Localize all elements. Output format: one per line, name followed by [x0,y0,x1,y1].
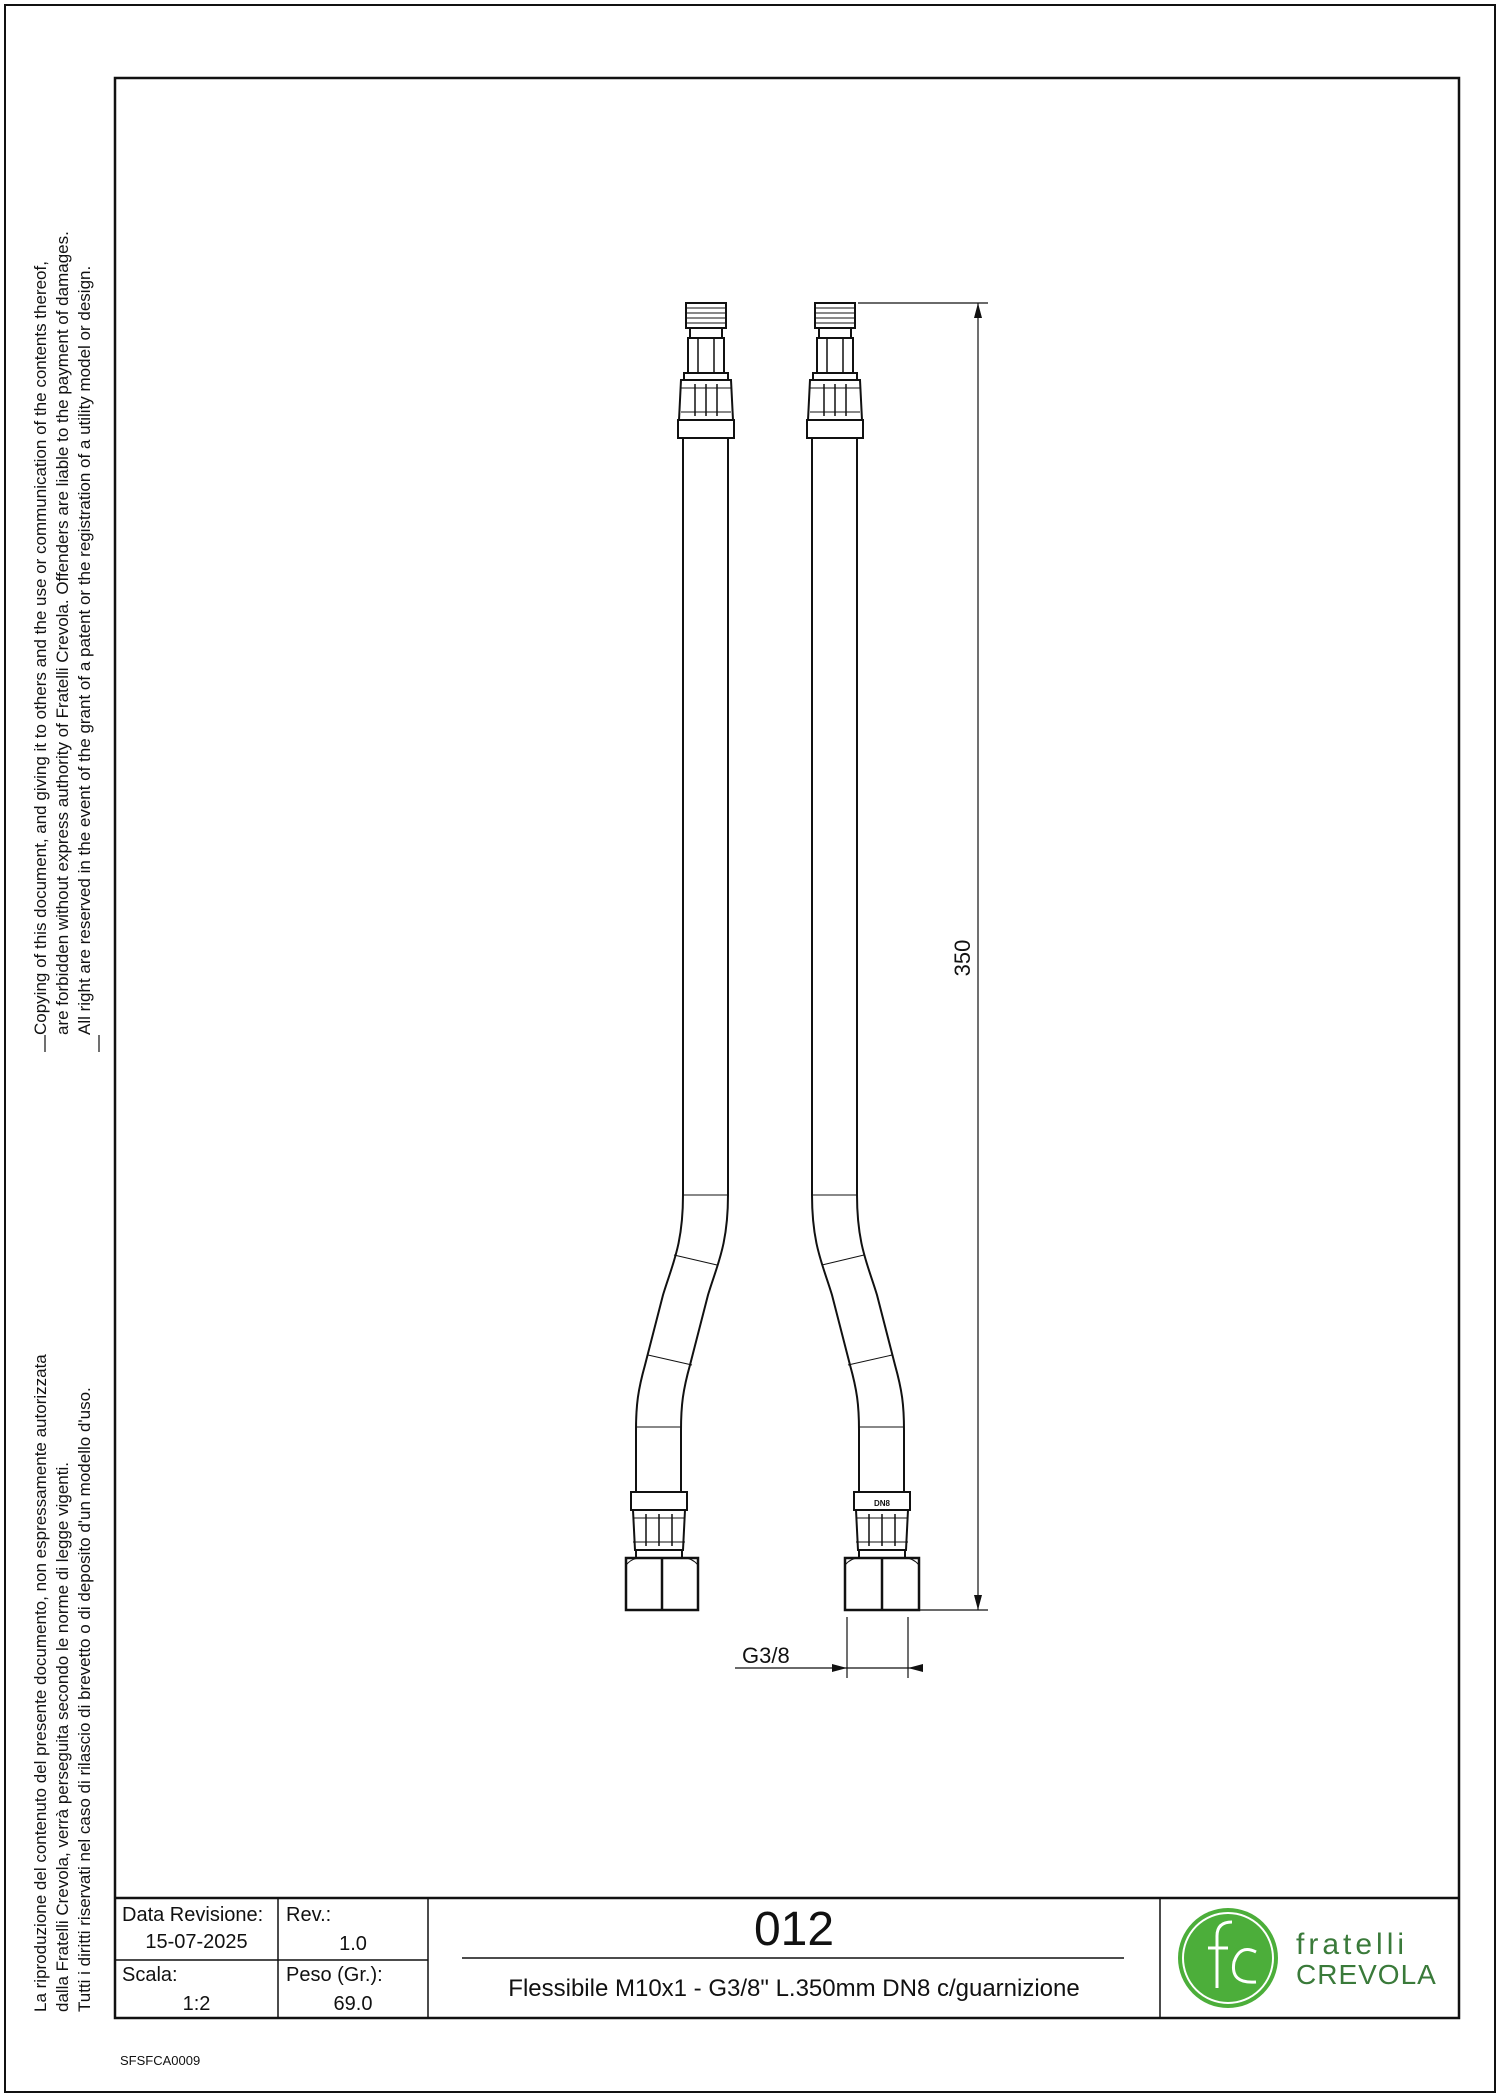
rev-label: Rev.: [286,1904,332,1926]
notice-english-line-3: All right are reserved in the event of the grant of a patent or the registration of a utility model or design. [75,265,94,1035]
dimension-length-value: 350 [950,939,975,977]
part-code: 012 [753,1903,835,1956]
weight-value: 69.0 [333,1993,373,2015]
notice-italian-line-3: Tutti i diritti riservati nel caso di rilascio di brevetto o di deposito d'un modello d'uso. [75,1387,94,2012]
rev-value: 1.0 [339,1933,367,1955]
inner-frame [115,78,1459,2018]
company-logo [1178,1908,1278,2008]
scale-label: Scala: [122,1964,178,1986]
hose-right [807,303,919,1610]
hose-left [626,303,734,1610]
notice-english-line-1: Copying of this document, and giving it to others and the use or communication of the contents thereof, [31,261,50,1035]
logo-text-line2: CREVOLA [1296,1959,1437,1990]
part-description: Flessibile M10x1 - G3/8" L.350mm DN8 c/guarnizione [508,1975,1080,2002]
scale-value: 1:2 [182,1993,211,2015]
nut-marking: DN8 [873,1499,891,1508]
copyright-notice-italian [30,1354,96,2012]
notice-english-line-2: are forbidden without express authority of Fratelli Crevola. Offenders are liable to the payment of damages. [53,231,72,1035]
dimension-thread-value: G3/8 [742,1643,790,1668]
copyright-notice-english [30,231,96,1035]
logo-text-line1: fratelli [1296,1928,1409,1961]
notice-italian-line-2: dalla Fratelli Crevola, verrà perseguita secondo le norme di legge vigenti. [53,1462,72,2012]
outer-border [5,5,1495,2092]
revision-date-label: Data Revisione: [122,1904,264,1926]
notice-italian-line-1: La riproduzione del contenuto del presente documento, non espressamente autorizzata [31,1354,50,2012]
weight-label: Peso (Gr.): [286,1964,383,1986]
revision-date-value: 15-07-2025 [145,1931,248,1953]
document-id: SFSFCA0009 [120,2053,201,2068]
